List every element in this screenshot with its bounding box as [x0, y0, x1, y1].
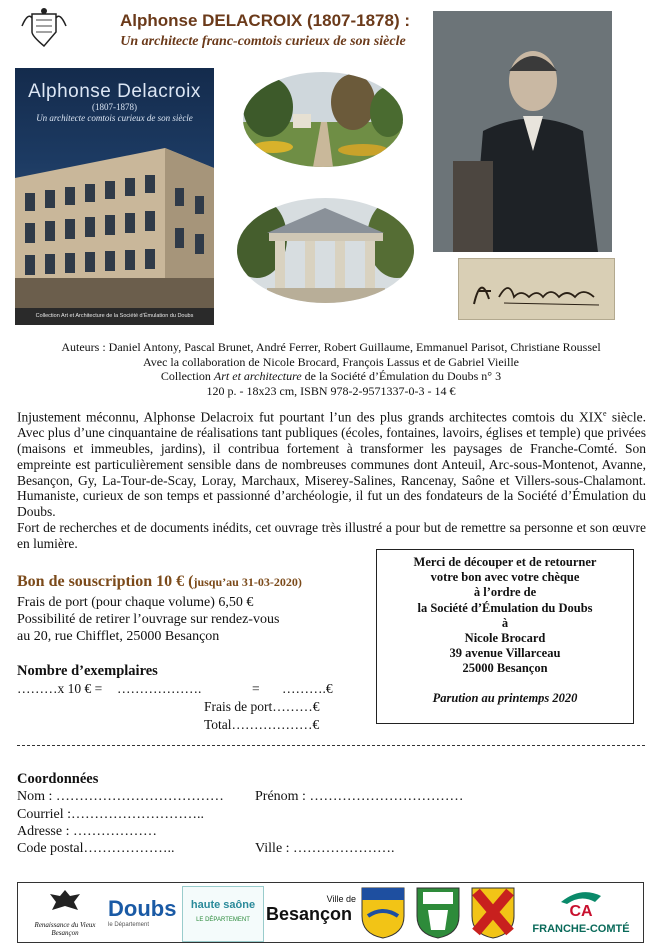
haute-saone-logo: haute saône LE DÉPARTEMENT [182, 886, 264, 942]
collection-line: Collection Art et architecture de la Société d’Émulation du Doubs n° 3 [160, 369, 502, 383]
doubs-logo: Doubs le Département [108, 896, 177, 928]
besancon-logo: Ville de Besançon [266, 894, 356, 924]
book-cover-subtitle: Un architecte comtois curieux de son siècle [36, 113, 193, 123]
nom-field[interactable]: Nom : ……………………………… [17, 789, 224, 805]
collaboration-line: Avec la collaboration de Nicole Brocard, François Lassus et de Gabriel Vieille [142, 354, 520, 369]
credit-agricole-logo: CA FRANCHE-COMTÉ [523, 886, 639, 940]
signature-image [458, 258, 615, 320]
eagle-icon [48, 886, 82, 916]
specs-line: 120 p. - 18x23 cm, ISBN 978-2-9571337-0-3 - 14 € [206, 383, 456, 398]
order-instructions-box: Merci de découper et de retourner votre bon avec votre chèque à l’ordre de la Société d’Émulation du Doubs à Nicole Brocard 39 avenue Villarceau 25000 Besançon Parution au printemps 2020 [376, 549, 634, 724]
coat-of-arms-red-icon [468, 886, 518, 940]
subscription-title: Bon de souscription 10 € (jusqu’au 31-03-2020) [17, 573, 302, 590]
subtotal-field[interactable]: ……….€ [282, 681, 333, 696]
svg-text:CA: CA [569, 903, 593, 918]
coat-of-arms-green-icon [413, 886, 463, 940]
release-note: Parution au printemps 2020 [432, 690, 578, 705]
sponsor-logos [17, 882, 644, 943]
description-paragraph: Injustement méconnu, Alphonse Delacroix fut pourtant l’un des plus grands architectes comtois du XIXe siècle. Avec plus d’une cinquantaine de réalisations tant publiques (écoles, fontaines, lavoirs, églises et temple) que privées (maisons et immeubles, jardins), il contribua fortement à transformer les paysages de Franche-Comté. Son empreinte est particulièrement sensible dans de nombreuses communes dont Anteuil, Arc-sous-Montenot, Avanne, Besançon, Gy, La-Tour-de-Scay, Loray, Marchaux, Miserey-Salines, Rancenay, Saône et Villers-sous-Chalamont. Humaniste, curieux de son temps et passionné d’archéologie, il fut un des fondateurs de la Société d’Émulation du Doubs. [17, 409, 646, 520]
subscription-details: Frais de port (pour chaque volume) 6,50 € Possibilité de retirer l’ouvrage sur rendez-vous au 20, rue Chifflet, 25000 Besançon [17, 595, 280, 644]
adresse-field[interactable]: Adresse : ……………… [17, 823, 157, 839]
building-illustration [15, 68, 214, 325]
courriel-field[interactable]: Courriel :……………………….. [17, 806, 205, 822]
park-photo [243, 72, 403, 167]
code-postal-field[interactable]: Code postal……………….. [17, 841, 175, 857]
pavilion-photo [237, 198, 414, 303]
quantity-field[interactable]: ………x 10 € = [17, 681, 103, 696]
ville-field[interactable]: Ville : …………………. [255, 841, 395, 857]
quantity-calculation: ………x 10 € = ………………. = ……….€ Frais de port………€ Total………………€ [17, 681, 333, 732]
book-cover-years: (1807-1878) [92, 102, 137, 112]
book-cover [15, 68, 214, 325]
page-title: Alphonse DELACROIX (1807-1878) : [119, 11, 410, 30]
prenom-field[interactable]: Prénom : …………………………… [255, 789, 464, 805]
crest-logo [18, 6, 70, 52]
book-cover-title: Alphonse Delacroix [28, 81, 201, 102]
total-field[interactable]: Total………………€ [204, 717, 320, 732]
coat-of-arms-blue-icon [358, 886, 408, 940]
page-subtitle: Un architecte franc-comtois curieux de son siècle [120, 34, 406, 49]
contact-title: Coordonnées [17, 771, 99, 787]
renaissance-logo: Renaissance du Vieux Besançon [26, 886, 104, 940]
credits [20, 340, 642, 398]
amount-field[interactable]: ………………. [117, 681, 202, 696]
shipping-field[interactable]: Frais de port………€ [204, 699, 320, 714]
authors-line: Auteurs : Daniel Antony, Pascal Brunet, André Ferrer, Robert Guillaume, Emmanuel Parisot, Christiane Roussel [61, 340, 601, 354]
contact-form [17, 771, 617, 857]
book-cover-footer: Collection Art et Architecture de la Société d’Émulation du Doubs [35, 313, 194, 319]
quantity-title: Nombre d’exemplaires [17, 663, 158, 679]
portrait-photo [433, 11, 612, 252]
ca-icon [555, 886, 607, 918]
description-paragraph-2: Fort de recherches et de documents inédits, cet ouvrage très illustré a pour but de remettre sa personne et son œuvre en lumière. [17, 520, 646, 551]
description [17, 406, 646, 552]
cut-line [17, 745, 645, 746]
